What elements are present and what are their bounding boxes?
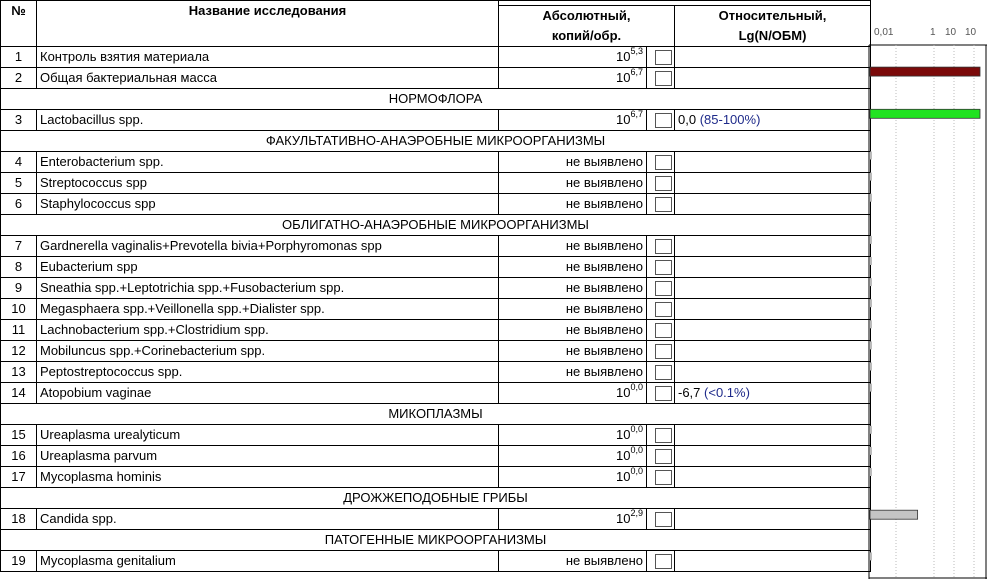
section-row [1, 404, 871, 425]
absolute-value-base: 10 [616, 511, 631, 526]
table-row [1, 383, 871, 404]
absolute-value [499, 320, 647, 341]
row-number: 15 [1, 425, 37, 446]
absolute-value [499, 152, 647, 173]
relative-value [675, 320, 871, 341]
bars-group [870, 67, 980, 560]
table-row [1, 47, 871, 68]
relative-header-line1: Относительный, [718, 8, 827, 23]
section-row [1, 215, 871, 236]
relative-value [675, 47, 871, 68]
relative-value [675, 299, 871, 320]
checkbox-cell [647, 236, 675, 257]
absolute-value-exponent: 6,7 [630, 109, 643, 119]
bar-row-11 [870, 320, 872, 328]
column-header-absolute [499, 6, 675, 47]
absolute-value-text: не выявлено [565, 364, 643, 379]
absolute-value-text: не выявлено [565, 280, 643, 295]
bar-row-5 [870, 173, 872, 181]
bar-row-2 [870, 67, 980, 76]
row-checkbox[interactable] [655, 155, 672, 170]
scale-label: 10 [965, 27, 977, 38]
relative-value [675, 152, 871, 173]
checkbox-cell [647, 383, 675, 404]
column-header-test-name: Название исследования [37, 1, 499, 47]
absolute-value-base: 10 [616, 427, 631, 442]
relative-value [675, 467, 871, 488]
bar-row-9 [870, 278, 872, 286]
scale-label: 0,01 [874, 27, 894, 38]
absolute-value [499, 509, 647, 530]
table-row [1, 236, 871, 257]
bar-row-7 [870, 236, 872, 244]
bar-chart [866, 0, 987, 579]
bar-row-3 [870, 109, 980, 118]
table-row [1, 173, 871, 194]
absolute-value-base: 10 [616, 70, 631, 85]
bar-row-19 [870, 552, 872, 560]
bar-row-13 [870, 363, 872, 371]
row-checkbox[interactable] [655, 176, 672, 191]
test-name: Ureaplasma parvum [37, 446, 499, 467]
section-title: НОРМОФЛОРА [1, 89, 871, 110]
results-body [1, 47, 871, 572]
row-number: 3 [1, 110, 37, 131]
row-checkbox[interactable] [655, 113, 672, 128]
scale-label: 10 [945, 27, 957, 38]
relative-header-line2: Lg(N/ОБМ) [738, 28, 807, 43]
row-checkbox[interactable] [655, 554, 672, 569]
absolute-value [499, 383, 647, 404]
table-row [1, 257, 871, 278]
test-name: Sneathia spp.+Leptotrichia spp.+Fusobacterium spp. [37, 278, 499, 299]
test-name: Общая бактериальная масса [37, 68, 499, 89]
absolute-value-exponent: 0,0 [630, 466, 643, 476]
absolute-value [499, 236, 647, 257]
absolute-value [499, 341, 647, 362]
section-title: ПАТОГЕННЫЕ МИКРООРГАНИЗМЫ [1, 530, 871, 551]
table-row [1, 278, 871, 299]
test-name: Контроль взятия материала [37, 47, 499, 68]
row-checkbox[interactable] [655, 449, 672, 464]
row-number: 8 [1, 257, 37, 278]
absolute-value-base: 10 [616, 49, 631, 64]
relative-value [675, 110, 871, 131]
table-row [1, 446, 871, 467]
absolute-value-base: 10 [616, 469, 631, 484]
checkbox-cell [647, 299, 675, 320]
relative-value [675, 362, 871, 383]
absolute-value [499, 362, 647, 383]
checkbox-cell [647, 68, 675, 89]
test-name: Ureaplasma urealyticum [37, 425, 499, 446]
row-checkbox[interactable] [655, 260, 672, 275]
table-row [1, 68, 871, 89]
absolute-value-text: не выявлено [565, 343, 643, 358]
row-checkbox[interactable] [655, 281, 672, 296]
section-title: ФАКУЛЬТАТИВНО-АНАЭРОБНЫЕ МИКРООРГАНИЗМЫ [1, 131, 871, 152]
section-title: МИКОПЛАЗМЫ [1, 404, 871, 425]
test-name: Mycoplasma hominis [37, 467, 499, 488]
table-row [1, 425, 871, 446]
relative-value [675, 551, 871, 572]
relative-value-text: 0,0 [678, 112, 697, 127]
row-checkbox[interactable] [655, 344, 672, 359]
table-row [1, 152, 871, 173]
bar-row-4 [870, 152, 872, 160]
relative-reference-range: (<0.1%) [704, 385, 750, 400]
relative-value [675, 425, 871, 446]
table-row [1, 110, 871, 131]
absolute-value [499, 68, 647, 89]
table-row [1, 362, 871, 383]
absolute-header-line1: Абсолютный, [542, 8, 631, 23]
absolute-value-text: не выявлено [565, 238, 643, 253]
row-number: 10 [1, 299, 37, 320]
bar-row-17 [870, 468, 872, 476]
section-title: ОБЛИГАТНО-АНАЭРОБНЫЕ МИКРООРГАНИЗМЫ [1, 215, 871, 236]
absolute-value [499, 194, 647, 215]
row-number: 6 [1, 194, 37, 215]
absolute-value-base: 10 [616, 112, 631, 127]
checkbox-cell [647, 278, 675, 299]
absolute-value-text: не выявлено [565, 175, 643, 190]
table-row [1, 467, 871, 488]
absolute-value [499, 551, 647, 572]
relative-reference-range: (85-100%) [699, 112, 761, 127]
table-row [1, 509, 871, 530]
column-header-number: № [1, 1, 37, 47]
relative-value [675, 173, 871, 194]
checkbox-cell [647, 320, 675, 341]
section-row [1, 131, 871, 152]
row-checkbox[interactable] [655, 512, 672, 527]
row-checkbox[interactable] [655, 365, 672, 380]
row-number: 17 [1, 467, 37, 488]
bar-row-10 [870, 299, 872, 307]
relative-value [675, 236, 871, 257]
section-row [1, 530, 871, 551]
row-number: 5 [1, 173, 37, 194]
checkbox-cell [647, 194, 675, 215]
relative-value [675, 194, 871, 215]
relative-value [675, 68, 871, 89]
test-name: Eubacterium spp [37, 257, 499, 278]
absolute-value-base: 10 [616, 385, 631, 400]
absolute-value-base: 10 [616, 448, 631, 463]
absolute-value-exponent: 6,7 [630, 67, 643, 77]
relative-value [675, 509, 871, 530]
row-number: 14 [1, 383, 37, 404]
row-checkbox[interactable] [655, 470, 672, 485]
test-name: Candida spp. [37, 509, 499, 530]
table-row [1, 194, 871, 215]
test-name: Lachnobacterium spp.+Clostridium spp. [37, 320, 499, 341]
checkbox-cell [647, 551, 675, 572]
absolute-value-text: не выявлено [565, 154, 643, 169]
row-number: 11 [1, 320, 37, 341]
checkbox-cell [647, 425, 675, 446]
row-checkbox[interactable] [655, 239, 672, 254]
absolute-value [499, 173, 647, 194]
bar-row-14 [870, 384, 872, 392]
row-checkbox[interactable] [655, 386, 672, 401]
absolute-value [499, 467, 647, 488]
relative-value [675, 257, 871, 278]
absolute-value [499, 47, 647, 68]
absolute-value [499, 278, 647, 299]
row-checkbox[interactable] [655, 323, 672, 338]
bar-row-8 [870, 257, 872, 265]
checkbox-cell [647, 362, 675, 383]
absolute-value-exponent: 2,9 [630, 508, 643, 518]
absolute-value [499, 110, 647, 131]
test-name: Peptostreptococcus spp. [37, 362, 499, 383]
row-number: 9 [1, 278, 37, 299]
absolute-header-line2: копий/обр. [551, 28, 622, 43]
section-row [1, 89, 871, 110]
test-name: Mobiluncus spp.+Corinebacterium spp. [37, 341, 499, 362]
checkbox-cell [647, 173, 675, 194]
absolute-value-text: не выявлено [565, 553, 643, 568]
bar-row-15 [870, 426, 872, 434]
absolute-value [499, 257, 647, 278]
section-row [1, 488, 871, 509]
bar-row-6 [870, 194, 872, 202]
bar-row-12 [870, 341, 872, 349]
absolute-value-text: не выявлено [565, 301, 643, 316]
checkbox-cell [647, 257, 675, 278]
row-number: 13 [1, 362, 37, 383]
absolute-value-exponent: 0,0 [630, 424, 643, 434]
relative-value [675, 446, 871, 467]
table-row [1, 551, 871, 572]
checkbox-cell [647, 509, 675, 530]
row-number: 4 [1, 152, 37, 173]
table-row [1, 299, 871, 320]
checkbox-cell [647, 47, 675, 68]
absolute-value-exponent: 0,0 [630, 382, 643, 392]
row-number: 7 [1, 236, 37, 257]
absolute-value-text: не выявлено [565, 322, 643, 337]
absolute-value-text: не выявлено [565, 196, 643, 211]
test-name: Atopobium vaginae [37, 383, 499, 404]
relative-value [675, 341, 871, 362]
absolute-value-text: не выявлено [565, 259, 643, 274]
row-checkbox[interactable] [655, 197, 672, 212]
absolute-value [499, 425, 647, 446]
row-number: 18 [1, 509, 37, 530]
test-name: Lactobacillus spp. [37, 110, 499, 131]
absolute-value [499, 446, 647, 467]
row-number: 1 [1, 47, 37, 68]
column-header-relative [675, 6, 871, 47]
bar-row-16 [870, 447, 872, 455]
test-name: Megasphaera spp.+Veillonella spp.+Dialister spp. [37, 299, 499, 320]
relative-value [675, 278, 871, 299]
row-number: 19 [1, 551, 37, 572]
scale-label: 1 [930, 27, 936, 38]
row-checkbox[interactable] [655, 50, 672, 65]
absolute-value-exponent: 5,3 [630, 46, 643, 56]
relative-value-text: -6,7 [678, 385, 701, 400]
checkbox-cell [647, 467, 675, 488]
row-checkbox[interactable] [655, 428, 672, 443]
test-name: Staphylococcus spp [37, 194, 499, 215]
absolute-value-exponent: 0,0 [630, 445, 643, 455]
checkbox-cell [647, 152, 675, 173]
row-checkbox[interactable] [655, 71, 672, 86]
test-name: Streptococcus spp [37, 173, 499, 194]
table-row [1, 320, 871, 341]
table-row [1, 341, 871, 362]
row-checkbox[interactable] [655, 302, 672, 317]
test-name: Enterobacterium spp. [37, 152, 499, 173]
absolute-value [499, 299, 647, 320]
row-number: 2 [1, 68, 37, 89]
test-name: Mycoplasma genitalium [37, 551, 499, 572]
section-title: ДРОЖЖЕПОДОБНЫЕ ГРИБЫ [1, 488, 871, 509]
row-number: 16 [1, 446, 37, 467]
checkbox-cell [647, 341, 675, 362]
test-name: Gardnerella vaginalis+Prevotella bivia+Porphyromonas spp [37, 236, 499, 257]
checkbox-cell [647, 110, 675, 131]
relative-value [675, 383, 871, 404]
row-number: 12 [1, 341, 37, 362]
checkbox-cell [647, 446, 675, 467]
bar-row-18 [870, 510, 918, 519]
